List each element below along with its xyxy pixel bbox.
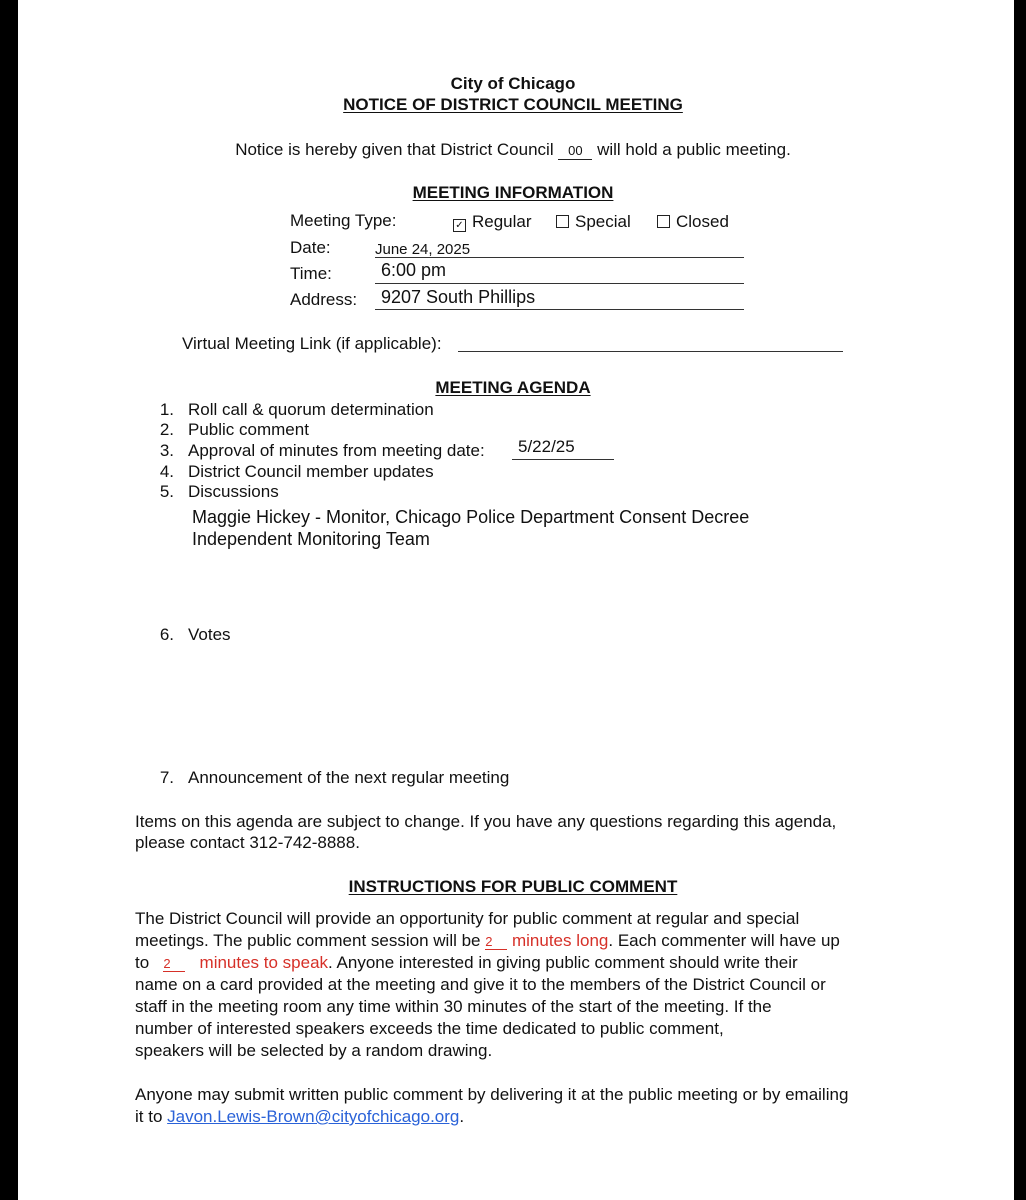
pc-line-2-post: . Each commenter will have up bbox=[608, 931, 840, 950]
address-underline bbox=[375, 309, 744, 310]
pc-line-1: The District Council will provide an opportunity for public comment at regular and special bbox=[135, 909, 800, 928]
notice-prefix: Notice is hereby given that District Council bbox=[235, 140, 554, 159]
city-title: City of Chicago bbox=[450, 74, 576, 93]
discussion-line-1: Maggie Hickey - Monitor, Chicago Police Department Consent Decree bbox=[192, 507, 750, 527]
meeting-type-special[interactable] bbox=[556, 212, 631, 232]
meeting-type-closed[interactable] bbox=[657, 212, 729, 232]
written-comment-line-2 bbox=[135, 1107, 464, 1127]
agenda-item-5: Discussions bbox=[188, 482, 279, 501]
written-comment-line-1: Anyone may submit written public comment by delivering it at the public meeting or by emailing bbox=[135, 1085, 849, 1104]
regular-label: Regular bbox=[472, 212, 532, 231]
pc-line-3-pre: to bbox=[135, 953, 150, 972]
pc-line-6: number of interested speakers exceeds the time dedicated to public comment, bbox=[135, 1019, 724, 1038]
agenda-item-7: Announcement of the next regular meeting bbox=[188, 768, 510, 787]
closed-label: Closed bbox=[676, 212, 729, 231]
pc-line-3 bbox=[135, 952, 891, 974]
agenda-heading: MEETING AGENDA bbox=[435, 378, 591, 397]
agenda-num-2: 2. bbox=[159, 420, 174, 439]
written-pre: it to bbox=[135, 1107, 163, 1126]
special-label: Special bbox=[575, 212, 631, 231]
pc-line-7: speakers will be selected by a random drawing. bbox=[135, 1041, 493, 1060]
agenda-num-5: 5. bbox=[159, 482, 174, 501]
agenda-item-2: Public comment bbox=[188, 420, 309, 439]
pc-line-3-post: . Anyone interested in giving public comment should write their bbox=[328, 953, 798, 972]
contact-email-link[interactable]: Javon.Lewis-Brown@cityofchicago.org bbox=[167, 1107, 460, 1126]
session-minutes: 2 bbox=[485, 935, 507, 950]
agenda-num-3: 3. bbox=[159, 441, 174, 460]
pc-line-2 bbox=[135, 930, 891, 952]
meeting-type-label: Meeting Type: bbox=[290, 211, 397, 230]
notice-suffix: will hold a public meeting. bbox=[597, 140, 791, 159]
right-edge-bar bbox=[1014, 0, 1026, 1200]
discussion-line-2: Independent Monitoring Team bbox=[192, 529, 430, 549]
minutes-long-text: minutes long bbox=[511, 931, 609, 950]
virtual-link-underline bbox=[458, 351, 843, 352]
minutes-date-value: 5/22/25 bbox=[518, 437, 575, 456]
checkbox-icon[interactable] bbox=[657, 215, 670, 228]
pc-line-2-pre: meetings. The public comment session will be bbox=[135, 931, 481, 950]
agenda-item-4: District Council member updates bbox=[188, 462, 434, 481]
address-label: Address: bbox=[290, 290, 358, 309]
change-notice-line-1: Items on this agenda are subject to change. If you have any questions regarding this agenda, bbox=[135, 812, 837, 831]
time-underline bbox=[375, 283, 744, 284]
public-comment-heading: INSTRUCTIONS FOR PUBLIC COMMENT bbox=[348, 877, 678, 896]
time-label: Time: bbox=[290, 264, 332, 283]
date-label: Date: bbox=[290, 238, 331, 257]
left-edge-bar bbox=[0, 0, 18, 1200]
meeting-type-regular[interactable] bbox=[453, 212, 532, 232]
speak-minutes: 2 bbox=[163, 957, 185, 972]
checkbox-icon[interactable] bbox=[556, 215, 569, 228]
pc-line-5: staff in the meeting room any time within 30 minutes of the start of the meeting. If the bbox=[135, 997, 772, 1016]
change-notice-line-2: please contact 312-742-8888. bbox=[135, 833, 360, 852]
agenda-num-1: 1. bbox=[159, 400, 174, 419]
agenda-num-6: 6. bbox=[159, 625, 174, 644]
virtual-link-label: Virtual Meeting Link (if applicable): bbox=[182, 334, 442, 353]
written-post: . bbox=[459, 1107, 465, 1126]
notice-title: NOTICE OF DISTRICT COUNCIL MEETING bbox=[343, 95, 683, 114]
council-number: 00 bbox=[558, 143, 592, 160]
date-value: June 24, 2025 bbox=[375, 241, 471, 258]
address-value: 9207 South Phillips bbox=[381, 287, 536, 307]
time-value: 6:00 pm bbox=[381, 260, 447, 280]
agenda-num-4: 4. bbox=[159, 462, 174, 481]
notice-sentence bbox=[0, 140, 1026, 160]
agenda-num-7: 7. bbox=[159, 768, 174, 787]
pc-line-4: name on a card provided at the meeting and give it to the members of the District Council or bbox=[135, 975, 826, 994]
minutes-to-speak-text: minutes to speak bbox=[199, 953, 329, 972]
agenda-item-1: Roll call & quorum determination bbox=[188, 400, 434, 419]
agenda-item-6: Votes bbox=[188, 625, 231, 644]
minutes-date-underline bbox=[512, 459, 614, 460]
meeting-info-heading: MEETING INFORMATION bbox=[412, 183, 614, 202]
checkbox-checked-icon[interactable]: ✓ bbox=[453, 219, 466, 232]
date-underline bbox=[375, 257, 744, 258]
agenda-item-3: Approval of minutes from meeting date: bbox=[188, 441, 485, 460]
